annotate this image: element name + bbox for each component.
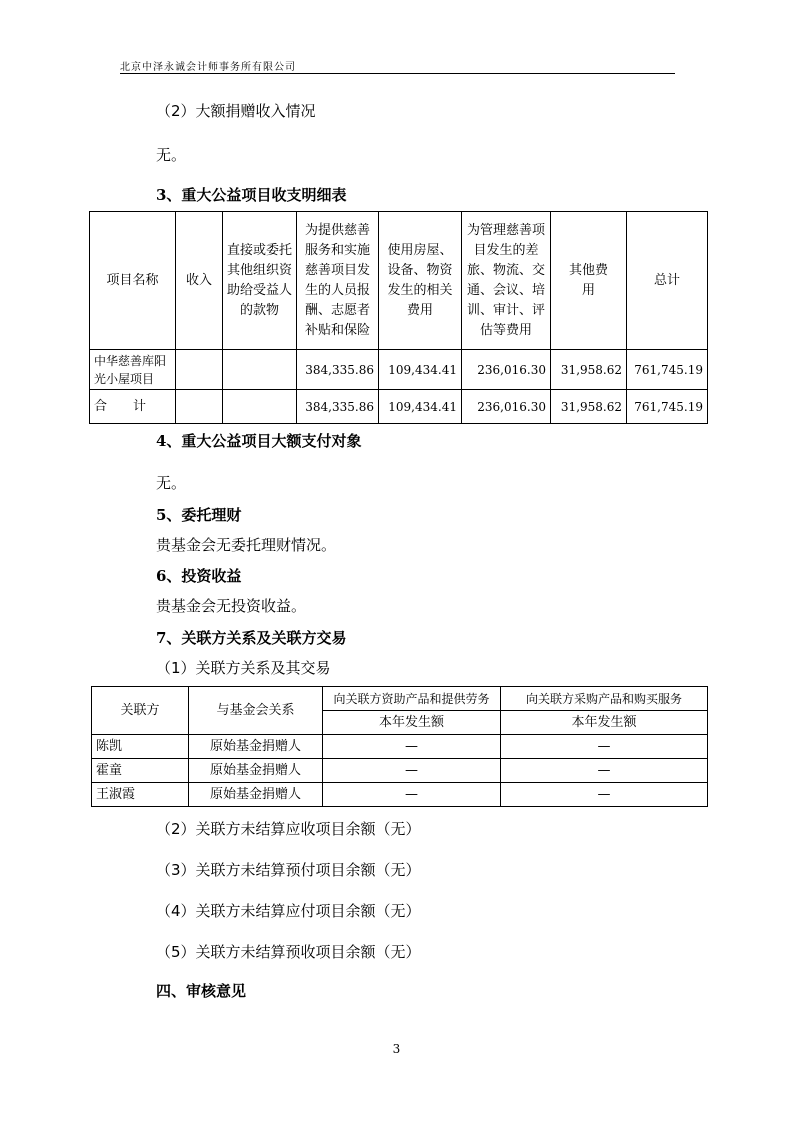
- table-row: [92, 783, 708, 807]
- large-payment-title: 4、重大公益项目大额支付对象: [156, 432, 362, 450]
- table2-relation: 原始基金捐赠人: [189, 783, 323, 807]
- table1-header: 使用房屋、设备、物资发生的相关费用: [379, 212, 462, 350]
- table2-party: 王淑霞: [92, 783, 189, 807]
- table1-total-label: 合 计: [90, 390, 176, 424]
- table1-cell: [176, 350, 223, 390]
- table2-header-give: 向关联方资助产品和提供劳务: [323, 687, 501, 711]
- table-row: [90, 390, 708, 424]
- unsettled-payable-line: （4）关联方未结算应付项目余额（无）: [156, 902, 421, 920]
- related-party-table: [91, 686, 708, 807]
- header-divider: [120, 73, 675, 74]
- table2-header-party: 关联方: [92, 687, 189, 735]
- table2-buy-amount: —: [501, 783, 708, 807]
- table2-relation: 原始基金捐赠人: [189, 759, 323, 783]
- entrusted-finance-title: 5、委托理财: [156, 506, 242, 524]
- table2-party: 陈凯: [92, 735, 189, 759]
- table1-cell: [176, 390, 223, 424]
- table2-relation: 原始基金捐赠人: [189, 735, 323, 759]
- table2-header-buy: 向关联方采购产品和购买服务: [501, 687, 708, 711]
- table1-project-name: 中华慈善库阳光小屋项目: [90, 350, 176, 390]
- large-donation-title: （2）大额捐赠收入情况: [156, 102, 316, 120]
- table2-header-amount: 本年发生额: [323, 711, 501, 735]
- table-row: [92, 735, 708, 759]
- table2-header-relation: 与基金会关系: [189, 687, 323, 735]
- table1-cell: 109,434.41: [379, 350, 462, 390]
- page-number: 3: [392, 1042, 401, 1056]
- unsettled-advance-line: （5）关联方未结算预收项目余额（无）: [156, 943, 421, 961]
- firm-header: 北京中泽永诚会计师事务所有限公司: [120, 62, 296, 73]
- table2-buy-amount: —: [501, 759, 708, 783]
- table1-header: 项目名称: [90, 212, 176, 350]
- table2-header-row: [92, 687, 708, 711]
- table1-header: 为提供慈善服务和实施慈善项目发生的人员报酬、志愿者补贴和保险: [297, 212, 379, 350]
- audit-opinion-title: 四、审核意见: [156, 982, 247, 1000]
- table1-cell: 109,434.41: [379, 390, 462, 424]
- table1-cell: 761,745.19: [627, 350, 708, 390]
- table2-give-amount: —: [323, 759, 501, 783]
- table1-cell: [223, 350, 297, 390]
- project-detail-title: 3、重大公益项目收支明细表: [156, 186, 347, 204]
- entrusted-finance-body: 贵基金会无委托理财情况。: [156, 536, 337, 554]
- table1-cell: [223, 390, 297, 424]
- table1-cell: 761,745.19: [627, 390, 708, 424]
- table-row: [92, 759, 708, 783]
- table1-header: 为管理慈善项目发生的差旅、物流、交通、会议、培训、审计、评估等费用: [462, 212, 551, 350]
- table2-party: 霍童: [92, 759, 189, 783]
- table2-give-amount: —: [323, 783, 501, 807]
- related-party-title: 7、关联方关系及关联方交易: [156, 629, 347, 647]
- table1-cell: 384,335.86: [297, 390, 379, 424]
- table1-cell: 384,335.86: [297, 350, 379, 390]
- investment-income-title: 6、投资收益: [156, 567, 242, 585]
- unsettled-receivable-line: （2）关联方未结算应收项目余额（无）: [156, 820, 421, 838]
- related-party-subtitle: （1）关联方关系及其交易: [156, 659, 331, 677]
- table1-cell: 236,016.30: [462, 350, 551, 390]
- table-row: [90, 350, 708, 390]
- large-donation-body: 无。: [156, 146, 187, 164]
- unsettled-prepaid-line: （3）关联方未结算预付项目余额（无）: [156, 861, 421, 879]
- project-detail-table: [89, 211, 708, 424]
- table1-header: 总计: [627, 212, 708, 350]
- table1-header: 收入: [176, 212, 223, 350]
- table2-buy-amount: —: [501, 735, 708, 759]
- table1-header-row: [90, 212, 708, 350]
- table2-header-amount: 本年发生额: [501, 711, 708, 735]
- table2-give-amount: —: [323, 735, 501, 759]
- investment-income-body: 贵基金会无投资收益。: [156, 597, 307, 615]
- large-payment-body: 无。: [156, 474, 187, 492]
- table1-header: 直接或委托其他组织资助给受益人的款物: [223, 212, 297, 350]
- table1-cell: 236,016.30: [462, 390, 551, 424]
- table1-cell: 31,958.62: [551, 350, 627, 390]
- table1-header: 其他费用: [551, 212, 627, 350]
- table1-cell: 31,958.62: [551, 390, 627, 424]
